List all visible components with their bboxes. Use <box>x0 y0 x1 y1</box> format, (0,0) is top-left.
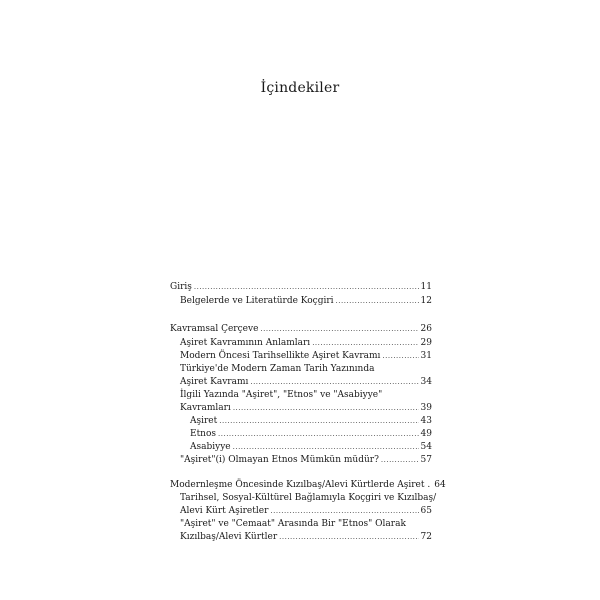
toc-entry-page: 64 <box>434 480 446 490</box>
toc-entry-label: Kavramları <box>180 403 231 413</box>
toc-entry-label: Kızılbaş/Alevi Kürtler <box>180 532 278 542</box>
toc-entry-label: Aşiret <box>190 416 218 426</box>
toc-entry <box>180 336 432 348</box>
toc-entry-label: Aşiret Kavramı <box>180 377 249 387</box>
toc-entry <box>180 362 432 374</box>
toc-entry-page: 12 <box>420 296 432 306</box>
toc-entry-page: 72 <box>420 532 432 542</box>
toc-entry-page: 39 <box>420 403 432 413</box>
toc-entry-label: Modern Öncesi Tarihsellikte Aşiret Kavramı <box>180 351 381 361</box>
toc-entry-page: 54 <box>420 442 432 452</box>
toc-entry <box>170 478 446 490</box>
toc-entry-page: 26 <box>420 324 432 334</box>
toc-entry-label: Asabiyye <box>190 442 231 452</box>
toc-entry-page: 65 <box>420 506 432 516</box>
toc-entry-label: Etnos <box>190 429 217 439</box>
toc-entry-page: 57 <box>420 455 432 465</box>
toc-entry <box>170 322 432 334</box>
toc-entry <box>180 401 432 413</box>
toc-entry-page: 43 <box>420 416 432 426</box>
toc-leader <box>260 325 418 333</box>
toc-entry <box>180 504 432 516</box>
toc-entry-label: Aşiret Kavramının Anlamları <box>180 338 311 348</box>
toc-entry <box>190 427 432 439</box>
toc-leader <box>312 339 418 347</box>
toc-entry <box>180 349 432 361</box>
toc-entry <box>180 530 432 542</box>
toc-leader <box>336 297 419 305</box>
toc-entry <box>170 280 432 292</box>
toc-entry <box>190 414 432 426</box>
toc-entry-label: "Aşiret" ve "Cemaat" Arasında Bir "Etnos" Olarak <box>180 519 406 529</box>
toc-entry <box>180 491 437 503</box>
toc-entry-label: Alevi Kürt Aşiretler <box>180 506 269 516</box>
toc-entry-label: Belgelerde ve Literatürde Koçgiri <box>180 296 334 306</box>
toc-entry-label: "Aşiret"(i) Olmayan Etnos Mümkün müdür? <box>180 455 379 465</box>
toc-leader <box>233 404 419 412</box>
toc-entry-label: Türkiye'de Modern Zaman Tarih Yazınında <box>180 364 375 374</box>
page-title: İçindekiler <box>260 80 340 96</box>
toc-entry-label: Modernleşme Öncesinde Kızılbaş/Alevi Kürtlerde Aşiret . <box>170 480 431 490</box>
toc-entry-label: İlgili Yazında "Aşiret", "Etnos" ve "Asabiyye" <box>180 390 383 400</box>
toc-leader <box>194 283 419 291</box>
toc-entry <box>180 375 432 387</box>
toc-entry <box>180 517 432 529</box>
toc-entry <box>180 294 432 306</box>
toc-leader <box>218 430 419 438</box>
toc-leader <box>279 533 418 541</box>
toc-entry <box>180 388 432 400</box>
toc-entry-label: Tarihsel, Sosyal-Kültürel Bağlamıyla Koçgiri ve Kızılbaş/ <box>180 493 437 503</box>
toc-leader <box>270 507 418 515</box>
toc-entry-label: Giriş <box>170 282 192 292</box>
toc-entry-label: Kavramsal Çerçeve <box>170 324 259 334</box>
toc-entry <box>190 440 432 452</box>
toc-entry-page: 34 <box>420 377 432 387</box>
toc-leader <box>381 456 419 464</box>
toc-entry-page: 11 <box>420 282 432 292</box>
toc-leader <box>250 378 418 386</box>
toc-leader <box>233 443 419 451</box>
toc-entry-page: 31 <box>420 351 432 361</box>
toc-entry-page: 49 <box>420 429 432 439</box>
toc-leader <box>382 352 418 360</box>
toc-entry-page: 29 <box>420 338 432 348</box>
toc-entry <box>180 453 432 465</box>
toc-leader <box>219 417 418 425</box>
